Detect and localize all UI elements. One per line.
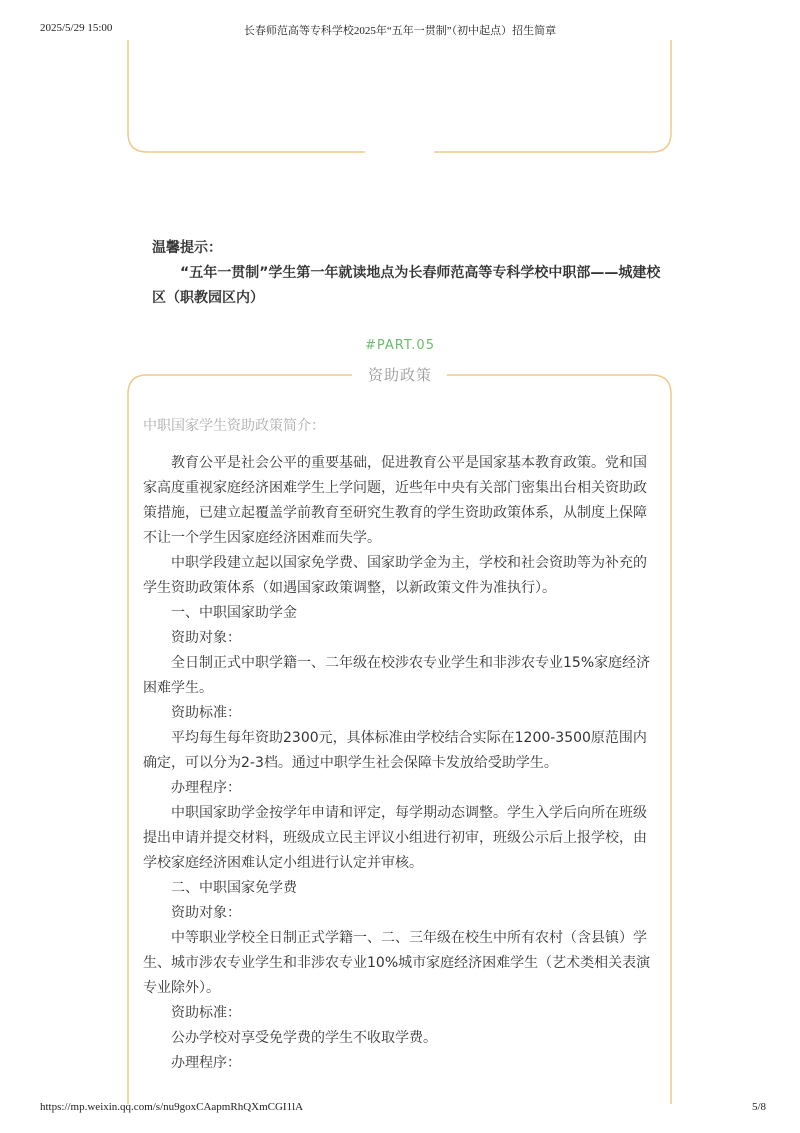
warm-tip-title: 温馨提示： <box>152 240 222 256</box>
paragraph: 资助对象： <box>171 630 241 646</box>
paragraph: 平均每生每年资助2300元，具体标准由学校结合实际在1200-3500原范围内确定，可以分为2-3档。通过中职学生社会保障卡发放给受助学生。 <box>143 730 647 771</box>
paragraph: 中等职业学校全日制正式学籍一、二、三年级在校生中所有农村（含县镇）学生、城市涉农专业学生和非涉农专业10%城市家庭经济困难学生（艺术类相关表演专业除外）。 <box>143 930 651 996</box>
section-content <box>143 414 659 1076</box>
section-title: 资助政策 <box>367 366 432 384</box>
paragraph: 资助对象： <box>171 905 241 921</box>
section-intro: 中职国家学生资助政策简介： <box>143 418 325 434</box>
page-header-title: 长春师范高等专科学校2025年“五年一贯制”（初中起点）招生简章 <box>243 25 557 37</box>
subheading: 二、中职国家免学费 <box>171 880 297 896</box>
paragraph: 公办学校对享受免学费的学生不收取学费。 <box>171 1030 437 1046</box>
page-number: 5/8 <box>751 1101 766 1113</box>
paragraph: 中职国家助学金按学年申请和评定，每学期动态调整。学生入学后向所在班级提出申请并提交材料，班级成立民主评议小组进行初审，班级公示后上报学校，由学校家庭经济困难认定小组进行认定并审核。 <box>143 805 647 871</box>
subheading: 一、中职国家助学金 <box>171 605 297 621</box>
paragraph: 办理程序： <box>171 1055 241 1071</box>
paragraph: 中职学段建立起以国家免学费、国家助学金为主，学校和社会资助等为补充的学生资助政策体系（如遇国家政策调整，以新政策文件为准执行）。 <box>143 555 647 596</box>
page-url: https://mp.weixin.qq.com/s/nu9goxCAapmRhQXmCGI1lA <box>40 1101 304 1113</box>
paragraph: 办理程序： <box>171 780 241 796</box>
print-datetime: 2025/5/29 15:00 <box>40 22 113 34</box>
paragraph: 资助标准： <box>171 705 241 721</box>
warm-tip-body: “五年一贯制”学生第一年就读地点为长春师范高等专科学校中职部——城建校区（职教园区内） <box>152 265 661 306</box>
top-frame-decoration <box>127 40 672 153</box>
part-label: #PART.05 <box>365 338 435 353</box>
warm-tip <box>152 236 662 311</box>
paragraph: 全日制正式中职学籍一、二年级在校涉农专业学生和非涉农专业15%家庭经济困难学生。 <box>143 655 651 696</box>
paragraph: 资助标准： <box>171 1005 241 1021</box>
paragraph: 教育公平是社会公平的重要基础，促进教育公平是国家基本教育政策。党和国家高度重视家庭经济困难学生上学问题，近些年中央有关部门密集出台相关资助政策措施，已建立起覆盖学前教育至研究生教育的学生资助政策体系，从制度上保障不让一个学生因家庭经济困难而失学。 <box>143 455 647 546</box>
